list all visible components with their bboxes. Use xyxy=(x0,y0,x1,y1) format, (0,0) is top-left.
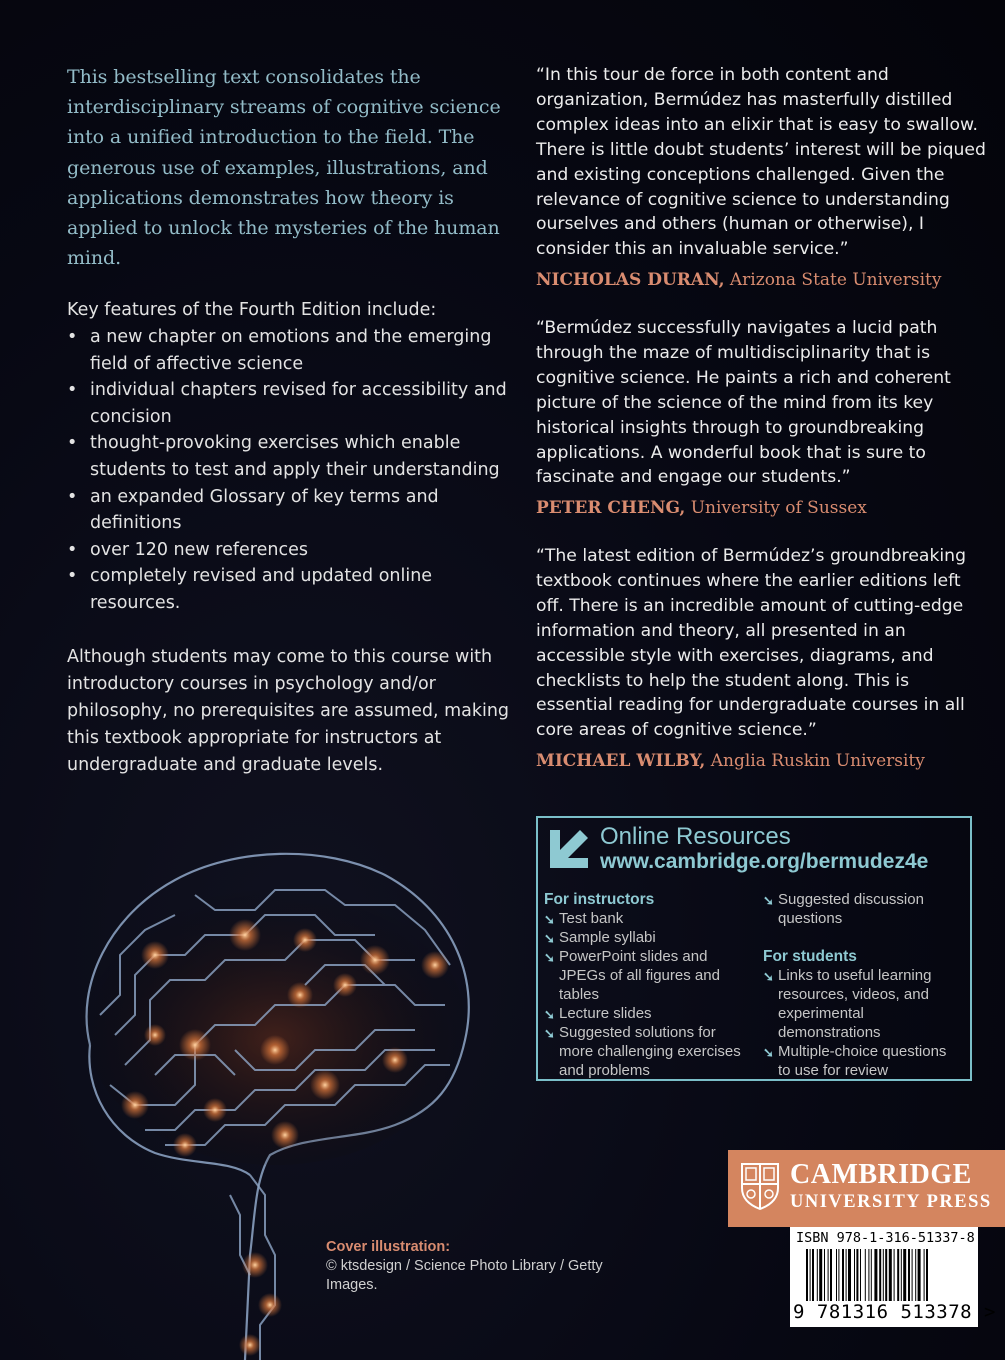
arrow-down-right-icon xyxy=(546,826,592,872)
barcode-bar xyxy=(897,1249,899,1301)
list-item: ➘ Test bank xyxy=(544,910,624,927)
barcode-bar xyxy=(918,1249,921,1301)
barcode-bar xyxy=(908,1249,910,1301)
barcode-bar xyxy=(903,1249,906,1301)
barcode-bar xyxy=(810,1249,811,1301)
list-item: • a new chapter on emotions and the emerging field of affective science xyxy=(67,324,515,377)
list-item: ➘ Suggested discussion questions xyxy=(763,891,924,927)
bullet-icon: • xyxy=(67,566,78,587)
bullet-icon: • xyxy=(67,380,78,401)
barcode-bar xyxy=(889,1249,892,1301)
resources-url-link[interactable]: www.cambridge.org/bermudez4e xyxy=(600,850,929,873)
bullet-icon: • xyxy=(67,327,78,347)
list-item: ➘ Multiple-choice questions to use for review xyxy=(763,1043,947,1079)
barcode-bar xyxy=(830,1249,832,1301)
list-item: • an expanded Glossary of key terms and definitions xyxy=(67,484,515,537)
instructors-heading: For instructors xyxy=(544,891,655,908)
barcode-bar xyxy=(806,1249,808,1301)
quote-wilby: “The latest edition of Bermúdez’s groundbreaking textbook continues where the earlier editions left off. There is an incredible amount of cutting-edge information and theory, all presented in an accessible style with exercises, diagrams, and checklists to help the student along. This is essential reading for undergraduate courses in all core areas of cognitive science.” xyxy=(536,546,966,741)
attribution-name: NICHOLAS DURAN, xyxy=(536,270,725,290)
list-item: ➘ Lecture slides xyxy=(544,1005,652,1022)
barcode-bar xyxy=(848,1249,851,1301)
attribution-cheng xyxy=(536,496,986,520)
list-item: • thought-provoking exercises which enable students to test and apply their understanding xyxy=(67,430,515,483)
bullet-icon: • xyxy=(67,433,78,454)
list-item: • over 120 new references xyxy=(67,537,515,564)
university-crest-icon xyxy=(740,1162,780,1210)
intro-paragraph: This bestselling text consolidates the interdisciplinary streams of cognitive science into a unified introduction to the field. The generous use of examples, illustrations, and applications demonstrates how theory is applied to unlock the mysteries of the human mind. xyxy=(67,66,501,270)
barcode-bar xyxy=(901,1249,902,1301)
online-resources-box xyxy=(536,816,972,1081)
barcode-bar xyxy=(894,1249,895,1301)
arrow-icon: ➘ xyxy=(763,969,774,984)
barcode-bar xyxy=(883,1249,884,1301)
attribution-duran xyxy=(536,268,986,292)
barcode-bar xyxy=(860,1249,861,1301)
features-list xyxy=(67,324,515,617)
barcode-bar xyxy=(824,1249,825,1301)
attribution-wilby xyxy=(536,749,986,773)
list-item: ➘ Links to useful learning resources, videos, and experimental demonstrations xyxy=(763,967,932,1041)
instructors-column xyxy=(544,890,744,1080)
publisher-name: CAMBRIDGE xyxy=(790,1159,972,1190)
arrow-icon: ➘ xyxy=(544,931,555,946)
list-item: • completely revised and updated online resources. xyxy=(67,563,515,616)
attribution-affiliation: Arizona State University xyxy=(729,270,942,290)
quote-duran: “In this tour de force in both content and organization, Bermúdez has masterfully distilled complex ideas into an elixir that is easy to swallow. There is little doubt students’ interest will be piqued and existing conceptions challenged. Given the relevance of cognitive science to understanding ourselves and others (human or otherwise), I consider this an invaluable service.” xyxy=(536,65,986,260)
cover-credit xyxy=(326,1238,616,1295)
arrow-icon: ➘ xyxy=(544,950,555,965)
barcode-bar xyxy=(838,1249,839,1301)
barcode-bar xyxy=(924,1249,925,1301)
features-heading: Key features of the Fourth Edition include: xyxy=(67,300,437,320)
arrow-icon: ➘ xyxy=(544,1007,555,1022)
barcode-bar xyxy=(819,1249,822,1301)
arrow-icon: ➘ xyxy=(763,1045,774,1060)
barcode-bar xyxy=(926,1249,928,1301)
credit-text: © ktsdesign / Science Photo Library / Getty Images. xyxy=(326,1258,603,1293)
students-heading: For students xyxy=(763,948,857,965)
barcode-bar xyxy=(828,1249,829,1301)
arrow-icon: ➘ xyxy=(544,1026,555,1041)
barcode-bar xyxy=(874,1249,877,1301)
arrow-icon: ➘ xyxy=(544,912,555,927)
list-item: ➘ Suggested solutions for more challenging exercises and problems xyxy=(544,1024,741,1079)
bullet-icon: • xyxy=(67,539,78,560)
barcode-bar xyxy=(846,1249,847,1301)
quote-cheng: “Bermúdez successfully navigates a lucid path through the maze of multidisciplinarity that is cognitive science. He paints a rich and coherent picture of the science of the mind from its key historical insights through to groundbreaking applications. A wonderful book that is sure to fascinate and engage our students.” xyxy=(536,318,951,488)
arrow-icon: ➘ xyxy=(763,893,774,908)
list-item: ➘ Sample syllabi xyxy=(544,929,656,946)
barcode-number: 9 781316 513378 > xyxy=(793,1301,996,1323)
attribution-name: PETER CHENG, xyxy=(536,498,686,518)
publisher-logo-block xyxy=(728,1150,1005,1227)
attribution-affiliation: Anglia Ruskin University xyxy=(710,751,925,771)
attribution-name: MICHAEL WILBY, xyxy=(536,751,706,771)
barcode-bar xyxy=(836,1249,837,1301)
students-column xyxy=(763,890,963,1080)
barcode-bar xyxy=(865,1249,866,1301)
publisher-subtitle: UNIVERSITY PRESS xyxy=(790,1192,992,1212)
bullet-icon: • xyxy=(67,486,78,507)
barcode-bar xyxy=(885,1249,887,1301)
attribution-affiliation: University of Sussex xyxy=(690,498,867,518)
barcode-bar xyxy=(854,1249,855,1301)
isbn-label: ISBN 978-1-316-51337-8 xyxy=(796,1230,975,1246)
barcode-bar xyxy=(879,1249,881,1301)
list-item: • individual chapters revised for accessibility and concision xyxy=(67,377,515,430)
barcode-bar xyxy=(868,1249,869,1301)
barcode-bar xyxy=(842,1249,844,1301)
resources-title: Online Resources xyxy=(600,823,791,850)
isbn-barcode xyxy=(790,1227,996,1327)
credit-label: Cover illustration: xyxy=(326,1239,451,1255)
barcode-bars xyxy=(806,1249,966,1301)
barcode-bar xyxy=(915,1249,916,1301)
barcode-bar xyxy=(871,1249,872,1301)
barcode-bar xyxy=(856,1249,858,1301)
barcode-bar xyxy=(912,1249,913,1301)
list-item: ➘ PowerPoint slides and JPEGs of all figures and tables xyxy=(544,948,720,1003)
barcode-bar xyxy=(817,1249,818,1301)
barcode-bar xyxy=(812,1249,814,1301)
closing-paragraph: Although students may come to this course with introductory courses in psychology and/or philosophy, no prerequisites are assumed, making this textbook appropriate for instructors at undergraduate and graduate levels. xyxy=(67,647,510,775)
